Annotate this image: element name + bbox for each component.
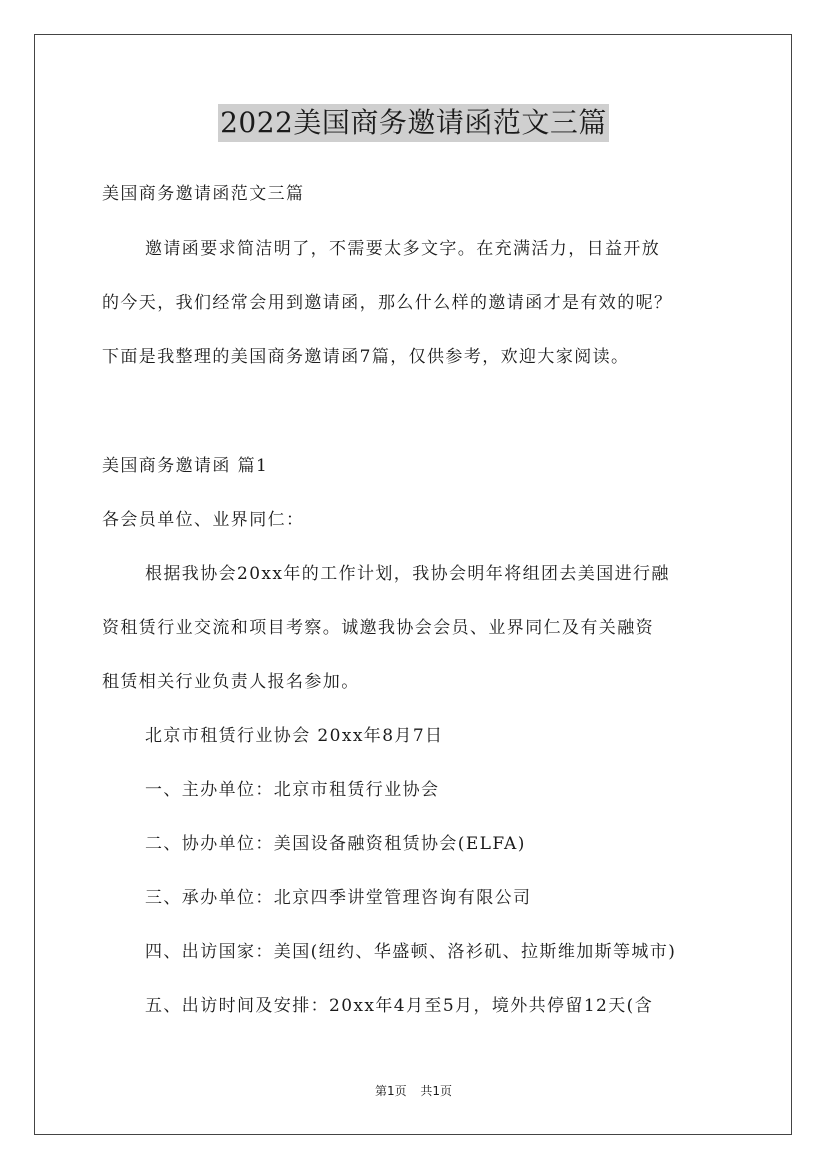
page-total: 共1页 bbox=[420, 1084, 453, 1098]
intro-line-3: 下面是我整理的美国商务邀请函7篇，仅供参考，欢迎大家阅读。 bbox=[102, 347, 630, 367]
body-line-1: 根据我协会20xx年的工作计划，我协会明年将组团去美国进行融 bbox=[145, 564, 670, 584]
subtitle-line: 美国商务邀请函范文三篇 bbox=[102, 184, 305, 204]
body-line-3: 租赁相关行业负责人报名参加。 bbox=[102, 672, 360, 692]
document-title: 2022美国商务邀请函范文三篇 bbox=[218, 104, 609, 142]
document-title-wrap bbox=[0, 104, 827, 142]
salutation: 各会员单位、业界同仁： bbox=[102, 510, 305, 530]
item-co-host: 二、协办单位：美国设备融资租赁协会(ELFA) bbox=[145, 834, 526, 854]
intro-line-2: 的今天，我们经常会用到邀请函，那么什么样的邀请函才是有效的呢？ bbox=[102, 293, 673, 313]
item-schedule: 五、出访时间及安排：20xx年4月至5月，境外共停留12天(含 bbox=[145, 996, 654, 1016]
body-line-2: 资租赁行业交流和项目考察。诚邀我协会会员、业界同仁及有关融资 bbox=[102, 618, 654, 638]
item-host: 一、主办单位：北京市租赁行业协会 bbox=[145, 780, 440, 800]
page-footer bbox=[0, 1083, 827, 1099]
item-country: 四、出访国家：美国(纽约、华盛顿、洛衫矶、拉斯维加斯等城市) bbox=[145, 942, 677, 962]
section-heading-1: 美国商务邀请函 篇1 bbox=[102, 456, 269, 476]
intro-line-1: 邀请函要求简洁明了，不需要太多文字。在充满活力，日益开放 bbox=[145, 239, 661, 259]
page-number: 第1页 bbox=[374, 1084, 407, 1098]
item-organizer: 三、承办单位：北京四季讲堂管理咨询有限公司 bbox=[145, 888, 532, 908]
signature-date: 北京市租赁行业协会 20xx年8月7日 bbox=[145, 726, 444, 746]
